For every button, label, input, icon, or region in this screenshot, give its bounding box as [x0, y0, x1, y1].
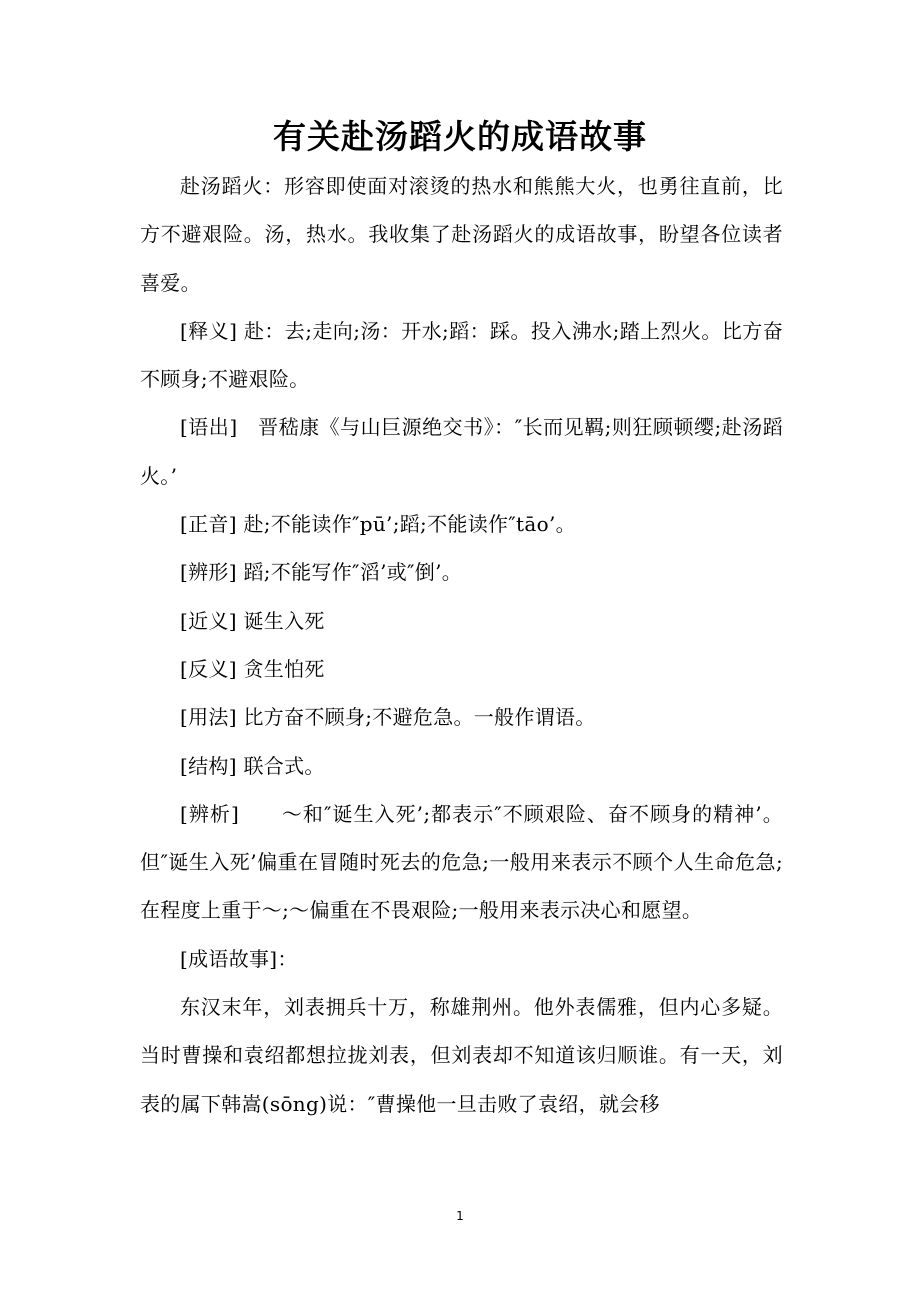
- usage-paragraph: [用法] 比方奋不顾身;不避危急。一般作谓语。: [180, 705, 596, 730]
- story-paragraph: 东汉末年，刘表拥兵十万，称雄荆州。他外表儒雅，但内心多疑。当时曹操和袁绍都想拉拢刘表，但刘表却不知道该归顺谁。有一天，刘表的属下韩嵩(sōng)说：″曹操他一旦击败了袁绍，就会移: [140, 995, 783, 1116]
- structure-paragraph: [结构] 联合式。: [180, 753, 325, 778]
- definition-paragraph: [释义] 赴：去;走向;汤：开水;蹈：踩。投入沸水;踏上烈火。比方奋不顾身;不避艰险。: [140, 318, 783, 392]
- pronunciation-paragraph: [正音] 赴;不能读作″pū’;蹈;不能读作″tāo’。: [180, 512, 576, 537]
- intro-paragraph: 赴汤蹈火：形容即使面对滚烫的热水和熊熊大火，也勇往直前，比方不避艰险。汤，热水。我收集了赴汤蹈火的成语故事，盼望各位读者喜爱。: [140, 174, 783, 295]
- document-body: [140, 162, 783, 1128]
- synonym-paragraph: [近义] 诞生入死: [180, 608, 325, 633]
- form-paragraph: [辨形] 蹈;不能写作″滔’或″倒’。: [180, 560, 463, 585]
- story-heading: [成语故事]：: [180, 946, 298, 971]
- analysis-paragraph: [辨析] ～和″诞生入死’;都表示″不顾艰险、奋不顾身的精神’。但″诞生入死’偏重在冒随时死去的危急;一般用来表示不顾个人生命危急;在程度上重于～;～偏重在不畏艰险;一般用来表示决心和愿望。: [140, 801, 783, 923]
- antonym-paragraph: [反义] 贪生怕死: [180, 656, 325, 681]
- document-title: 有关赴汤蹈火的成语故事: [273, 117, 647, 156]
- source-paragraph: [语出] 晋嵇康《与山巨源绝交书》：″长而见羁;则狂顾顿缨;赴汤蹈火。’: [140, 415, 783, 488]
- page-number: 1: [456, 1209, 464, 1223]
